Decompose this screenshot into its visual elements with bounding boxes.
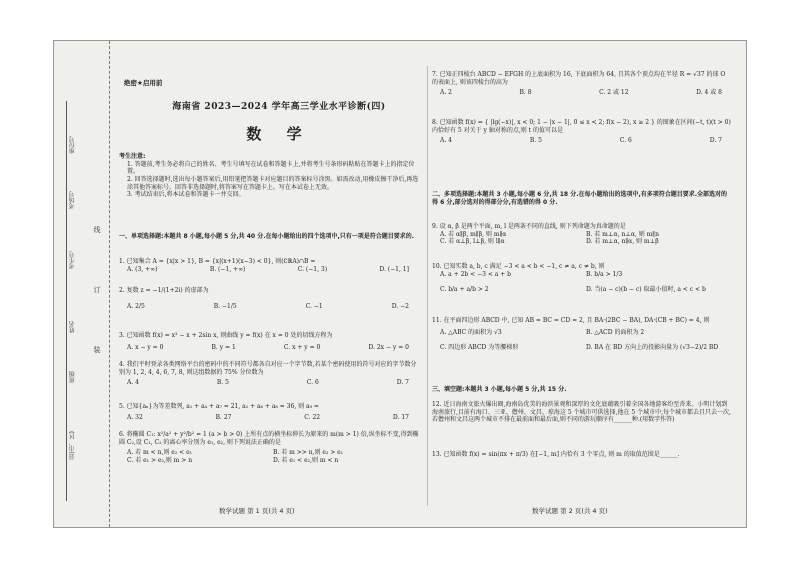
section-title: 三、填空题:本题共 3 小题,每小题 5 分,共 15 分. [432,386,567,393]
option: A. 2/5 [127,302,145,310]
question-stem: 3. 已知函数 f(x) = x³ − x + 2sin x, 则曲线 y = f(x) 在 x = 0 处的切线方程为 [119,332,333,339]
notice-item: 1. 答题前,考生务必将自己的姓名、考生号填写在试卷和答题卡上,并将考生号条形码粘贴在答题卡上的指定位置。 [127,160,415,176]
field-district: 县(市、区) [69,431,76,460]
question-options [432,271,732,294]
question-options [119,379,419,387]
option: A. (3, +∞) [127,265,158,273]
question-9 [432,223,732,246]
notice-item: 3. 考试结束后,将本试卷和答题卡一并交回。 [127,191,245,199]
option: A. △ABC 的面积为 √3 [440,328,502,336]
option: C. 22 [304,413,321,421]
section-multi-choice [432,191,732,206]
footer-page-1: 数学试题 第 1 页(共 4 页) [219,507,295,515]
field-class: 班级 [69,371,76,383]
option: A. x − y = 0 [127,343,164,351]
option: B. 若 m >> n,则 e₂ > e₁ [273,449,344,457]
question-6 [119,431,419,465]
question-options [119,449,419,464]
question-10 [432,263,732,294]
option: D. 17 [392,413,409,421]
question-options [432,231,732,246]
option: B. 8 [519,89,532,97]
option: D. 7 [396,379,409,387]
question-13 [432,451,732,459]
option: A. 4 [440,137,452,145]
option: D. −2 [391,302,409,310]
option: C. 若 e₁ > e₂,则 m > n [127,457,193,465]
question-stem: 10. 已知实数 a, b, c 满足 −3 < a < b < −1, c ≠ a, c ≠ b, 则 [432,263,605,270]
question-12 [432,401,732,424]
field-name: 姓名 [69,321,76,333]
notice-title: 考生注意: [119,153,146,160]
page-divider [427,66,428,506]
question-1 [119,258,419,273]
option: D. 2x − y = 0 [368,343,409,351]
question-stem: 9. 设 α, β 是两个平面, m, l 是两条不同的直线, 则下列命题为真命题的是 [432,223,626,230]
option: B. 5 [529,137,542,145]
question-stem: 6. 将椭圆 C₁: x²/a² + y²/b² = 1 (a > b > 0) 上所有点的横坐标伸长为原来的 m(m > 1) 倍,纵坐标不变,得到椭圆 C₂,设 C₁, C₂ 的离心率分别为 e₁, e₂, 则下列说法正确的是 [119,431,419,446]
option: A. a + 2b < −3 < a + b [440,270,512,278]
subject-title: 数 学 [246,125,312,143]
option: B. −1/5 [213,302,237,310]
question-stem: 13. 已知函数 f(x) = sin(πx + π/3) 在[−1, m] 内恰有 3 个零点, 则 m 的取值范围是______. [432,451,680,458]
question-stem: 1. 已知集合 A = {x|x > 1}, B = {x|(x+1)(x−3) < 0}, 则(∁ℝA)∩B = [119,258,316,265]
option: C. 若 α⊥β, l⊥β, 则 l∥α [440,238,505,246]
question-options [119,414,419,422]
field-room-number: 考场号 [69,191,76,209]
footer-page-2: 数学试题 第 2 页(共 4 页) [532,507,608,515]
exam-sheet [53,40,747,528]
question-7 [432,71,732,97]
question-stem: 11. 在平面四边形 ABCD 中, 已知 AB = BC = CD = 2, 且 BA·(2BC − BA), DA·(CB + BC) = 4, 则 [432,317,710,324]
question-11 [432,317,732,352]
option: A. 若 m < n,则 e₂ < e₁ [127,449,193,457]
question-options [432,89,732,97]
option: B. (−1, +∞) [209,265,246,273]
option: D. (−1, 1] [379,265,409,273]
question-8 [432,119,732,145]
binding-line [66,101,67,501]
option: A. 4 [127,379,139,387]
option: C. 6 [306,379,319,387]
binding-word-line: 线 [93,226,101,233]
question-options [119,266,419,274]
question-options [432,329,732,352]
binding-word-bind: 订 [93,286,101,293]
option: B. △ACD 的面积为 2 [586,328,645,336]
question-stem: 4. 我们平时登录各类网络平台的密码中的不同符号都各自对应一个字节数,若某个密码使用的符号对应的字节数分别为 1, 2, 4, 4, 6, 7, 8, 则这组数据的 75% 分位数为 [119,361,417,376]
question-5 [119,403,419,421]
option: C. 6 [619,137,632,145]
question-stem: 5. 已知{aₙ}为等差数列, a₁ + a₄ + a₇ = 21, a₂ + a₆ + a₈ = 36, 则 a₉ = [119,403,319,410]
section-title: 二、多项选择题:本题共 3 小题,每小题 6 分,共 18 分.在每小题给出的选项中,有多项符合题目要求.全部选对的得 6 分,部分选对的得部分分,有选错的得 0 分. [432,191,728,206]
option: D. 若 e₁ < e₂,则 m < n [273,457,339,465]
right-page [432,41,737,527]
notice-block [119,153,419,199]
option: D. 若 m⊥α, n∥α, 则 m⊥β [586,238,659,246]
option: D. 当(a − c)(b − c) 取最小值时, a < c < b [586,286,706,294]
option: C. x + y = 0 [283,343,321,351]
question-options [119,303,419,311]
exam-title: 海南省 2023—2024 学年高三学业水平诊断(四) [172,102,386,112]
option: D. BA 在 BD 方向上的投影向量为 (√3−2)/2 BD [586,344,719,352]
section-title: 一、单项选择题:本题共 8 小题,每小题 5 分,共 40 分.在每小题给出的四个选项中,只有一项是符合题目要求的. [119,233,415,240]
field-seat-number: 座位号 [69,136,76,154]
question-stem: 8. 已知函数 f(x) = { |lg(−x)|, x < 0; 1 − |x − 1|, 0 ≤ x < 2; f(x − 2), x ≥ 2 } 的图象在区间(−t, t)(t > 0)内恰好有 5 对关于 y 轴对称的点,则 t 的值可以是 [432,119,731,134]
option: B. 若 m⊥α, n⊥α, 则 m∥n [586,230,659,238]
question-4 [119,361,419,387]
option: D. 7 [709,137,722,145]
field-candidate-number: 考生号 [69,251,76,269]
question-stem: 2. 复数 z = −1/(1+2i) 的虚部为 [119,287,209,294]
option: B. 5 [216,379,229,387]
option: D. 4 或 8 [696,89,722,97]
option: C. (−1, 3) [297,265,328,273]
secret-mark: 绝密★启用前 [124,79,163,87]
question-options [119,344,419,352]
option: B. 27 [215,413,232,421]
question-2 [119,287,419,310]
option: C. b/a + a/b > 2 [440,286,489,294]
option: A. 32 [127,413,143,421]
option: C. 四边形 ABCD 为等腰梯形 [440,344,519,352]
option: A. 若 α∥β, m∥β, 则 m∥α [440,230,507,238]
binding-word-mount: 装 [93,346,101,353]
section-single-choice [119,233,419,241]
question-stem: 12. 近日海南文旅火爆出圈,海南岛优美的海滨景观和深厚的文化底蕴吸引着全国各地游客纷至沓来。小明计划到海南旅行,目前有海口、三亚、儋州、文昌、琼海这 5 个城市可供选择,他在 5 个城市中,每个城市都去且只去一次,若儋州和文昌这两个城市不排在最前面和最后面,则不同的游玩顺序有______种.(用数字作答) [432,401,731,424]
option: C. 2 或 12 [599,89,629,97]
question-stem: 7. 已知正四棱台 ABCD − EFGH 的上底面积为 16, 下底面积为 64, 且其各个顶点均在半径 R = √37 的球 O 的表面上, 则该四棱台的高为 [432,71,726,86]
option: C. −1 [305,302,323,310]
left-page [119,41,424,527]
option: B. y = 1 [211,343,236,351]
question-options [432,137,732,145]
notice-item: 2. 回答选择题时,选出每小题答案后,用铅笔把答题卡对应题目的答案标号涂黑。如需改动,用橡皮擦干净后,再选涂其他答案标号。回答非选择题时,将答案写在答题卡上。写在本试卷上无效。 [127,176,419,191]
binding-strip [54,41,110,527]
option: A. 2 [440,89,452,97]
option: B. b/a > 1/3 [586,270,623,278]
section-fill-in [432,386,732,394]
question-3 [119,332,419,351]
